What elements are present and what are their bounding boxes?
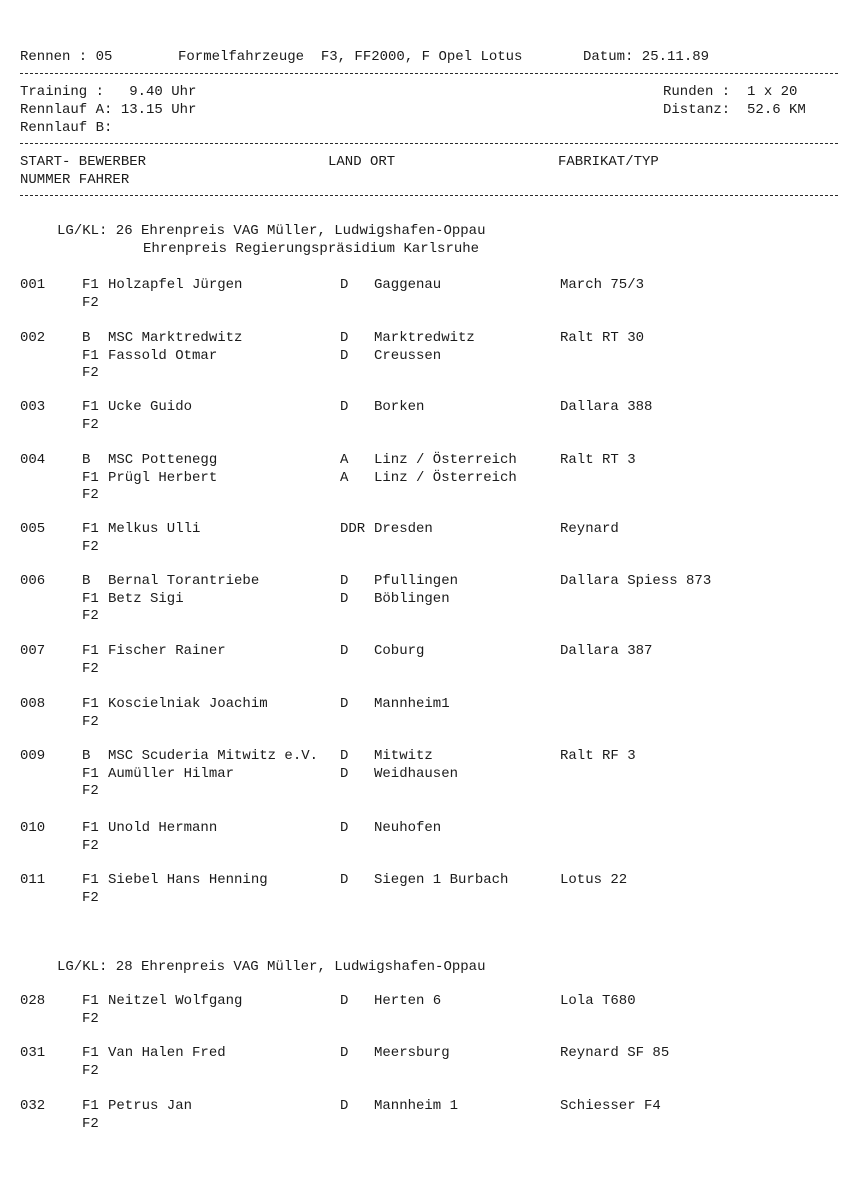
country-code: A [340, 469, 349, 486]
entrant-name: Prügl Herbert [108, 469, 218, 486]
country-code: D [340, 347, 349, 364]
hometown: Coburg [374, 643, 425, 659]
start-number: 031 [20, 1045, 46, 1061]
entry-role: F1 [82, 696, 99, 712]
hometown: Borken [374, 399, 425, 415]
entry-role: F2 [82, 889, 99, 906]
hometown: Linz / Österreich [374, 452, 517, 468]
entry-role: F1 [82, 521, 99, 537]
start-number: 028 [20, 993, 46, 1009]
entrant-name: Holzapfel Jürgen [108, 277, 243, 293]
entrant-name: Fassold Otmar [108, 347, 218, 364]
entry-role: F2 [82, 837, 99, 854]
entry-role: F1 [82, 820, 99, 836]
entry-role: F2 [82, 416, 99, 433]
country-code: D [340, 820, 349, 836]
entrant-name: Neitzel Wolfgang [108, 993, 243, 1009]
entry-role: F1 [82, 347, 99, 364]
date-label: Datum: 25.11.89 [583, 49, 710, 65]
car-model: Ralt RT 3 [560, 452, 636, 468]
hometown: Neuhofen [374, 820, 442, 836]
entrant-name: MSC Pottenegg [108, 452, 218, 468]
country-code: DDR [340, 521, 366, 537]
hometown: Pfullingen [374, 573, 459, 589]
start-number: 006 [20, 573, 46, 589]
entry-role: F2 [82, 713, 99, 730]
hometown: Meersburg [374, 1045, 450, 1061]
car-model: March 75/3 [560, 277, 645, 293]
car-model: Schiesser F4 [560, 1098, 661, 1114]
country-code: D [340, 643, 349, 659]
group-subtitle: Ehrenpreis Regierungspräsidium Karlsruhe [143, 241, 480, 257]
start-number: 004 [20, 452, 46, 468]
car-model: Dallara 388 [560, 399, 653, 415]
car-model: Reynard SF 85 [560, 1045, 670, 1061]
entry-role: F1 [82, 469, 99, 486]
start-number: 032 [20, 1098, 46, 1114]
entrant-name: Betz Sigi [108, 590, 184, 607]
start-number: 001 [20, 277, 46, 293]
entrant-name: Siebel Hans Henning [108, 872, 268, 888]
divider [20, 73, 838, 74]
entry-role: B [82, 748, 91, 764]
country-code: D [340, 696, 349, 712]
country-code: D [340, 765, 349, 782]
entry-role: F1 [82, 590, 99, 607]
car-model: Dallara Spiess 873 [560, 573, 712, 589]
car-model: Lotus 22 [560, 872, 628, 888]
country-code: A [340, 452, 349, 468]
column-header-fabrikat: FABRIKAT/TYP [558, 154, 659, 170]
column-header-start: START- BEWERBER [20, 154, 147, 170]
car-model: Ralt RT 30 [560, 330, 645, 346]
start-number: 010 [20, 820, 46, 836]
country-code: D [340, 872, 349, 888]
country-code: D [340, 590, 349, 607]
entrant-name: Fischer Rainer [108, 643, 226, 659]
hometown: Böblingen [374, 590, 450, 607]
entry-role: F2 [82, 660, 99, 677]
hometown: Mitwitz [374, 748, 433, 764]
hometown: Weidhausen [374, 765, 459, 782]
race-a-time: Rennlauf A: 13.15 Uhr [20, 102, 197, 118]
hometown: Linz / Österreich [374, 469, 517, 486]
training-time: Training : 9.40 Uhr [20, 84, 197, 100]
hometown: Creussen [374, 347, 442, 364]
entry-role: B [82, 573, 91, 589]
start-number: 007 [20, 643, 46, 659]
entry-role: B [82, 330, 91, 346]
divider [20, 143, 838, 144]
country-code: D [340, 1098, 349, 1114]
entrant-name: Aumüller Hilmar [108, 765, 235, 782]
column-header-land-ort: LAND ORT [328, 154, 396, 170]
car-model: Lola T680 [560, 993, 636, 1009]
entry-role: F1 [82, 399, 99, 415]
start-number: 009 [20, 748, 46, 764]
laps-label: Runden : 1 x 20 [663, 84, 798, 100]
car-model: Ralt RF 3 [560, 748, 636, 764]
start-number: 002 [20, 330, 46, 346]
divider [20, 195, 838, 196]
entry-role: F2 [82, 1062, 99, 1079]
entry-role: F2 [82, 538, 99, 555]
column-header-number: NUMMER FAHRER [20, 172, 130, 188]
entrant-name: Melkus Ulli [108, 521, 201, 537]
entry-role: F1 [82, 872, 99, 888]
entry-role: F2 [82, 294, 99, 311]
start-number: 008 [20, 696, 46, 712]
entrant-name: Koscielniak Joachim [108, 696, 268, 712]
entry-role: F2 [82, 487, 99, 503]
start-number: 005 [20, 521, 46, 537]
entry-role: F1 [82, 1098, 99, 1114]
hometown: Mannheim 1 [374, 1098, 459, 1114]
hometown: Dresden [374, 521, 433, 537]
entrant-name: MSC Marktredwitz [108, 330, 243, 346]
country-code: D [340, 1045, 349, 1061]
entry-role: F1 [82, 277, 99, 293]
entry-role: B [82, 452, 91, 468]
car-model: Dallara 387 [560, 643, 653, 659]
hometown: Marktredwitz [374, 330, 475, 346]
hometown: Herten 6 [374, 993, 442, 1009]
entry-role: F1 [82, 643, 99, 659]
entrant-name: Unold Hermann [108, 820, 218, 836]
distance-label: Distanz: 52.6 KM [663, 102, 806, 118]
entrant-name: Bernal Torantriebe [108, 573, 260, 589]
entry-role: F2 [82, 365, 99, 381]
hometown: Siegen 1 Burbach [374, 872, 509, 888]
country-code: D [340, 399, 349, 415]
entrant-name: Van Halen Fred [108, 1045, 226, 1061]
entrant-name: Petrus Jan [108, 1098, 193, 1114]
start-number: 003 [20, 399, 46, 415]
entry-role: F2 [82, 783, 99, 799]
entry-role: F2 [82, 1115, 99, 1132]
hometown: Mannheim1 [374, 696, 450, 712]
country-code: D [340, 993, 349, 1009]
entrant-name: Ucke Guido [108, 399, 193, 415]
entry-role: F2 [82, 1010, 99, 1027]
class-label: Formelfahrzeuge F3, FF2000, F Opel Lotus [178, 49, 523, 65]
country-code: D [340, 330, 349, 346]
country-code: D [340, 573, 349, 589]
entry-role: F1 [82, 993, 99, 1009]
entry-role: F1 [82, 1045, 99, 1061]
entry-role: F1 [82, 765, 99, 782]
group-title: LG/KL: 28 Ehrenpreis VAG Müller, Ludwigshafen-Oppau [57, 959, 486, 975]
entry-role: F2 [82, 608, 99, 624]
group-title: LG/KL: 26 Ehrenpreis VAG Müller, Ludwigshafen-Oppau [57, 223, 486, 239]
car-model: Reynard [560, 521, 619, 537]
entrant-name: MSC Scuderia Mitwitz e.V. [108, 748, 319, 764]
hometown: Gaggenau [374, 277, 442, 293]
country-code: D [340, 277, 349, 293]
start-number: 011 [20, 872, 46, 888]
race-label: Rennen : 05 [20, 49, 113, 65]
race-b-time: Rennlauf B: [20, 120, 113, 136]
country-code: D [340, 748, 349, 764]
